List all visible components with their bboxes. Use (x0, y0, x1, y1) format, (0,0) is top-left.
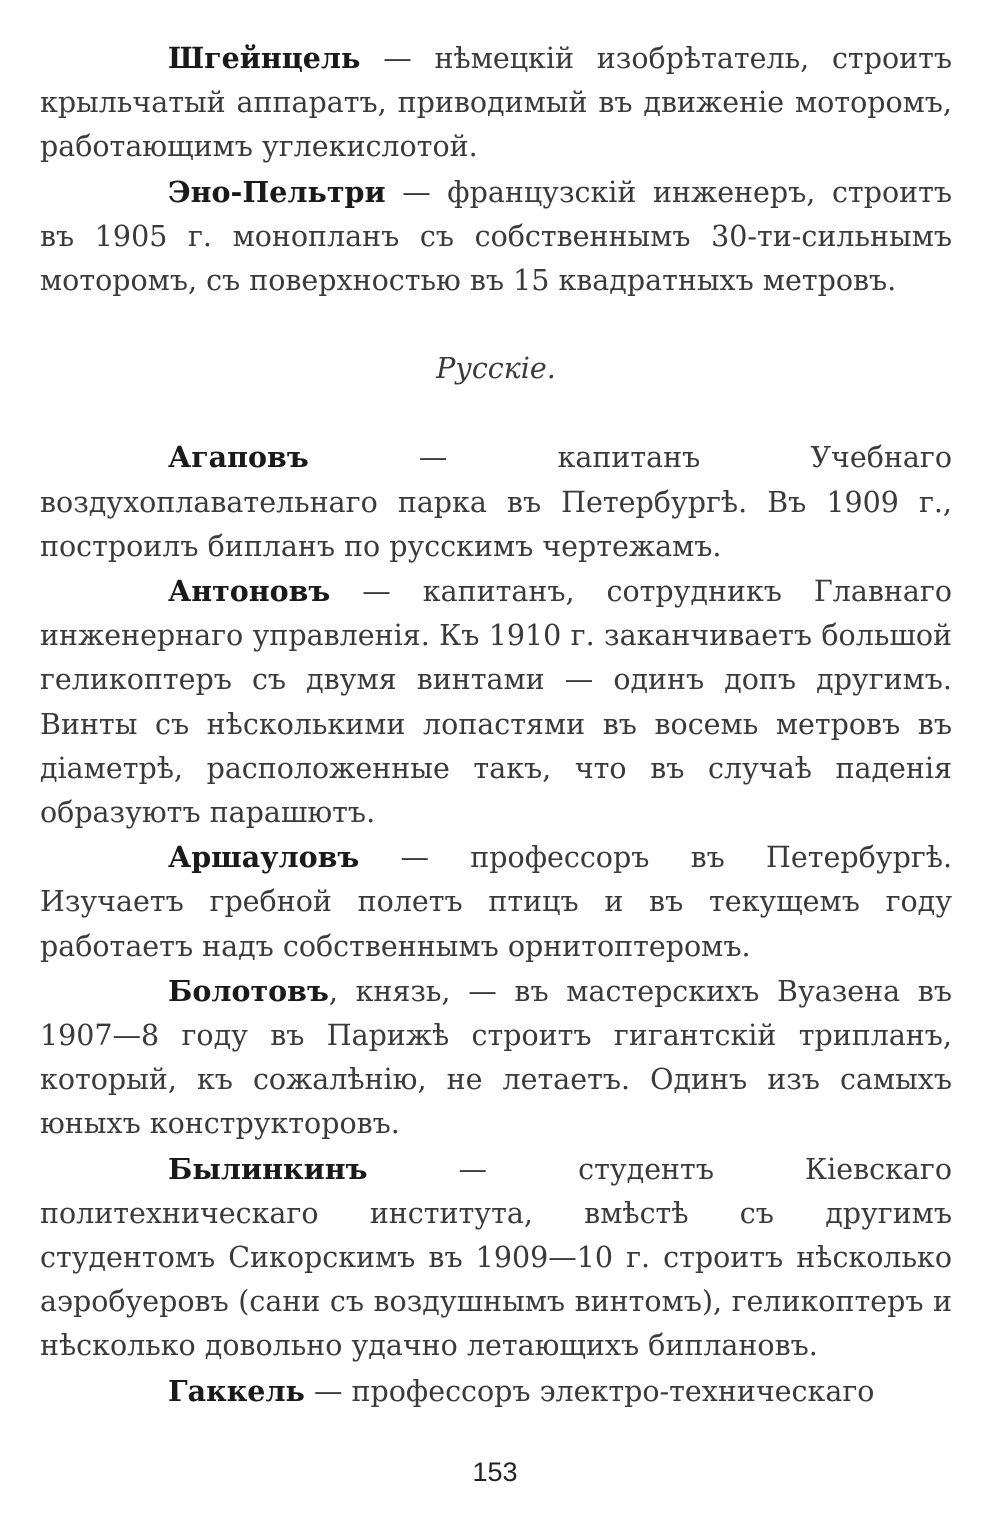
entry-text: — профессоръ электро-техническаго (304, 1374, 875, 1408)
entry-name: Эно-Пельтри (168, 174, 386, 209)
entry-name: Былинкинъ (168, 1151, 368, 1186)
entry-paragraph (40, 170, 952, 304)
entry-text: — капитанъ Учебнаго воздухоплавательнаго парка въ Петербургѣ. Въ 1909 г., построилъ бипланъ по русскимъ чертежамъ. (40, 441, 952, 563)
entry-paragraph (40, 569, 952, 835)
entry-text: — французскій инженеръ, строитъ въ 1905 г. монопланъ съ собственнымъ 30-ти-сильнымъ моторомъ, съ поверхностью въ 15 квадратныхъ метровъ. (40, 175, 952, 298)
entry-name: Болотовъ (168, 973, 329, 1008)
entry-text: — нѣмецкій изобрѣтатель, строитъ крыльчатый аппаратъ, приводимый въ движеніе моторомъ, работающимъ углекислотой. (40, 42, 952, 164)
entry-text: , князь, — въ мастерскихъ Вуазена въ 1907—8 году въ Парижѣ строитъ гигантскій трипланъ, который, къ сожалѣнію, не летаетъ. Одинъ изъ самыхъ юныхъ конструкторовъ. (40, 974, 952, 1141)
section-heading: Русскіе. (436, 352, 556, 386)
entry-name: Аршауловъ (168, 840, 360, 875)
entry-name: Агаповъ (168, 440, 309, 475)
entry-paragraph (40, 36, 952, 170)
entry-name: Гаккель (168, 1373, 305, 1408)
entry-name: Шгейнцель (168, 41, 361, 75)
entry-name: Антоновъ (168, 574, 331, 609)
entry-text: — капитанъ, сотрудникъ Главнаго инженернаго управленія. Къ 1910 г. заканчиваетъ большой геликоптеръ съ двумя винтами — одинъ допъ другимъ. Винты съ нѣсколькими лопастями въ восемь метровъ въ діаметрѣ, расположенные такъ, что въ случаѣ паденія образуютъ парашютъ. (40, 575, 952, 830)
entry-paragraph (40, 835, 952, 969)
entry-paragraph (40, 1369, 952, 1414)
entry-text: — профессоръ въ Петербургѣ. Изучаетъ гребной полетъ птицъ и въ текущемъ году работаетъ надъ собственнымъ орнитоптеромъ. (40, 841, 952, 963)
entry-paragraph (40, 969, 952, 1147)
entry-paragraph (40, 435, 952, 569)
entry-paragraph (40, 1147, 952, 1369)
page-number: 153 (472, 1457, 518, 1487)
page-text (40, 36, 952, 1414)
entry-text: — студентъ Кіевскаго политехническаго института, вмѣстѣ съ другимъ студентомъ Сикорскимъ въ 1909—10 г. строитъ нѣсколько аэробуеровъ (сани съ воздушнымъ винтомъ), геликоптеръ и нѣсколько довольно удачно летающихъ биплановъ. (40, 1152, 952, 1363)
